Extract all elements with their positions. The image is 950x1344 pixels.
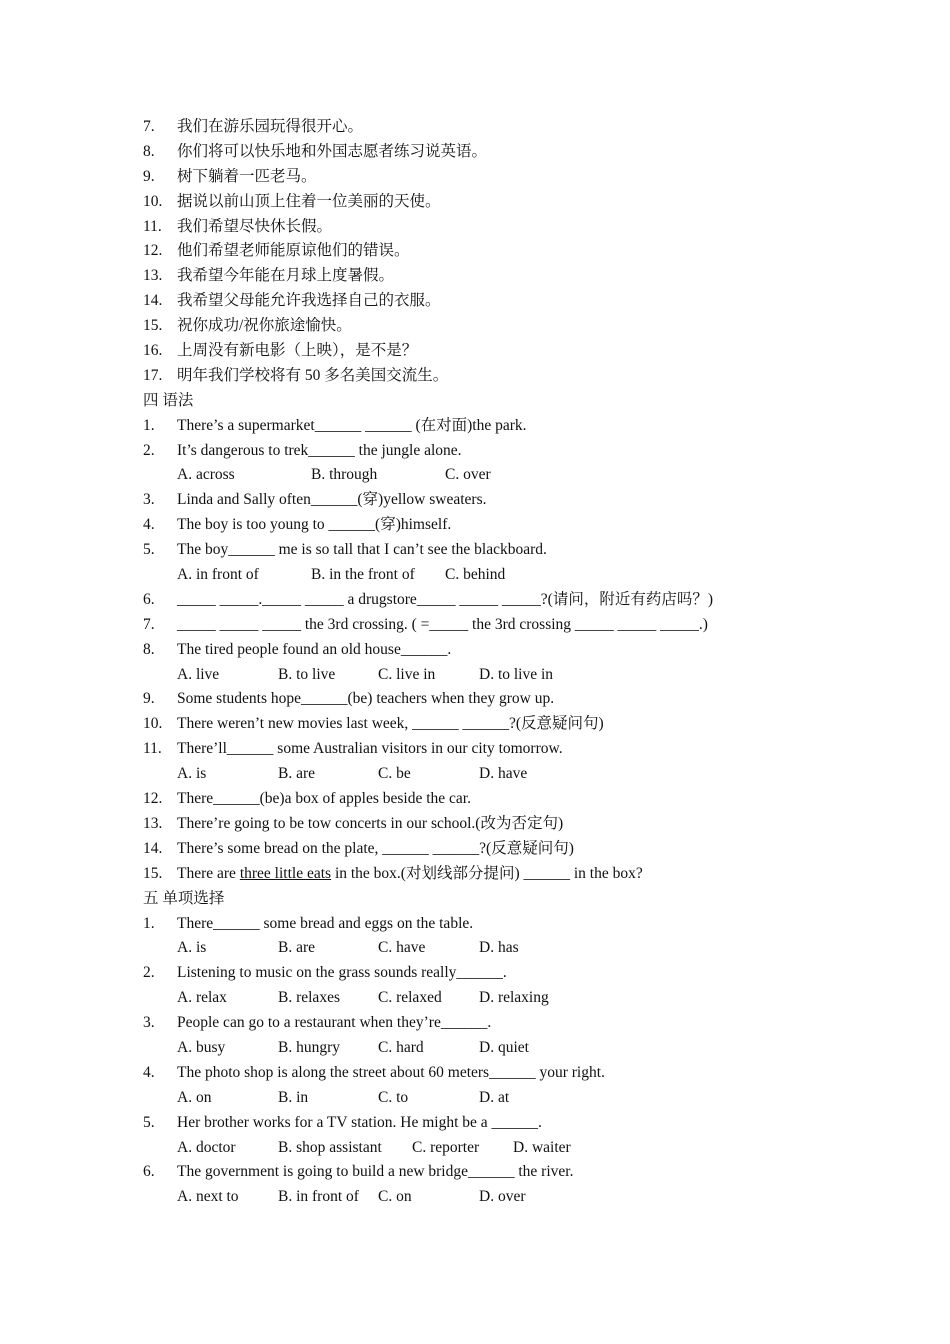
option: C. over <box>445 466 491 484</box>
grammar-question: 1. There’s a supermarket______ ______ (在对面)the park. <box>143 416 527 434</box>
option: A. doctor <box>177 1138 236 1156</box>
grammar-question: 11. There’ll______ some Australian visitors in our city tomorrow. <box>143 740 563 758</box>
grammar-question: 13. There’re going to be tow concerts in our school.(改为否定句) <box>143 814 564 832</box>
grammar-question: 6. _____ _____._____ _____ a drugstore_____ _____ _____?(请问，附近有药店吗？) <box>143 590 713 608</box>
option: A. is <box>177 765 207 783</box>
option: C. relaxed <box>378 989 442 1007</box>
option: A. on <box>177 1088 212 1106</box>
option: C. have <box>378 939 426 957</box>
option: B. through <box>311 466 378 484</box>
translation-item: 15. 祝你成功/祝你旅途愉快。 <box>143 317 352 335</box>
grammar-question: 15. There are three little eats in the box.(对划线部分提问) ______ in the box? <box>143 864 643 882</box>
option: D. have <box>479 765 528 783</box>
underlined-phrase: three little eats <box>239 864 332 882</box>
option: A. next to <box>177 1188 239 1206</box>
translation-item: 8. 你们将可以快乐地和外国志愿者练习说英语。 <box>143 142 488 160</box>
answer-options <box>143 563 843 588</box>
answer-options <box>143 1036 843 1061</box>
option: A. live <box>177 665 220 683</box>
option: A. across <box>177 466 235 484</box>
section-four-heading: 四 语法 <box>143 391 194 409</box>
grammar-question: 7. _____ _____ _____ the 3rd crossing. ( =_____ the 3rd crossing _____ _____ _____.) <box>143 615 708 633</box>
option: D. to live in <box>479 665 554 683</box>
grammar-question: 4. The boy is too young to ______(穿)himself. <box>143 516 452 534</box>
option: D. quiet <box>479 1038 529 1056</box>
option: B. hungry <box>278 1038 340 1056</box>
answer-options <box>143 762 843 787</box>
option: B. to live <box>278 665 336 683</box>
translation-item: 9. 树下躺着一匹老马。 <box>143 167 317 185</box>
translation-item: 16. 上周没有新电影（上映），是不是？ <box>143 342 418 360</box>
translation-item: 14. 我希望父母能允许我选择自己的衣服。 <box>143 292 441 310</box>
answer-options <box>143 1136 843 1161</box>
translation-item: 13. 我希望今年能在月球上度暑假。 <box>143 267 395 285</box>
translation-item: 10. 据说以前山顶上住着一位美丽的天使。 <box>143 192 441 210</box>
option: B. in the front of <box>311 566 415 584</box>
translation-item: 11. 我们希望尽快休长假。 <box>143 217 333 235</box>
choice-question: 4. The photo shop is along the street about 60 meters______ your right. <box>143 1063 605 1081</box>
option: D. has <box>479 939 519 957</box>
grammar-question: 5. The boy______ me is so tall that I can’t see the blackboard. <box>143 541 547 559</box>
grammar-question: 8. The tired people found an old house______. <box>143 640 452 658</box>
option: B. in <box>278 1088 309 1106</box>
grammar-question: 10. There weren’t new movies last week, ______ ______?(反意疑问句) <box>143 715 604 733</box>
choice-question: 5. Her brother works for a TV station. He might be a ______. <box>143 1113 542 1131</box>
option: B. in front of <box>278 1188 359 1206</box>
worksheet-page <box>143 115 843 1210</box>
option: D. waiter <box>513 1138 571 1156</box>
choice-question: 1. There______ some bread and eggs on the table. <box>143 914 474 932</box>
option: B. shop assistant <box>278 1138 382 1156</box>
option: C. to <box>378 1088 409 1106</box>
option: A. busy <box>177 1038 226 1056</box>
answer-options <box>143 663 843 688</box>
option: D. relaxing <box>479 989 549 1007</box>
answer-options <box>143 986 843 1011</box>
section-five-heading: 五 单项选择 <box>143 889 225 907</box>
answer-options <box>143 936 843 961</box>
choice-question: 3. People can go to a restaurant when they’re______. <box>143 1014 492 1032</box>
option: B. relaxes <box>278 989 340 1007</box>
grammar-question: 9. Some students hope______(be) teachers when they grow up. <box>143 690 555 708</box>
choice-question: 6. The government is going to build a new bridge______ the river. <box>143 1163 574 1181</box>
option: C. reporter <box>412 1138 480 1156</box>
option: B. are <box>278 765 316 783</box>
option: A. in front of <box>177 566 259 584</box>
option: D. at <box>479 1088 510 1106</box>
option: C. live in <box>378 665 436 683</box>
grammar-question: 3. Linda and Sally often______(穿)yellow sweaters. <box>143 491 487 509</box>
translation-item: 17. 明年我们学校将有 50 多名美国交流生。 <box>143 366 449 384</box>
option: A. is <box>177 939 207 957</box>
option: A. relax <box>177 989 227 1007</box>
option: C. on <box>378 1188 412 1206</box>
option: C. be <box>378 765 411 783</box>
option: C. hard <box>378 1038 424 1056</box>
answer-options <box>143 1185 843 1210</box>
answer-options <box>143 463 843 488</box>
translation-item: 7. 我们在游乐园玩得很开心。 <box>143 118 364 135</box>
translation-item: 12. 他们希望老师能原谅他们的错误。 <box>143 242 410 260</box>
answer-options <box>143 1086 843 1111</box>
grammar-question: 14. There’s some bread on the plate, ______ ______?(反意疑问句) <box>143 839 574 857</box>
grammar-question: 2. It’s dangerous to trek______ the jungle alone. <box>143 441 462 459</box>
option: B. are <box>278 939 316 957</box>
grammar-question: 12. There______(be)a box of apples beside the car. <box>143 790 471 808</box>
option: C. behind <box>445 566 506 584</box>
option: D. over <box>479 1188 526 1206</box>
choice-question: 2. Listening to music on the grass sounds really______. <box>143 964 507 982</box>
